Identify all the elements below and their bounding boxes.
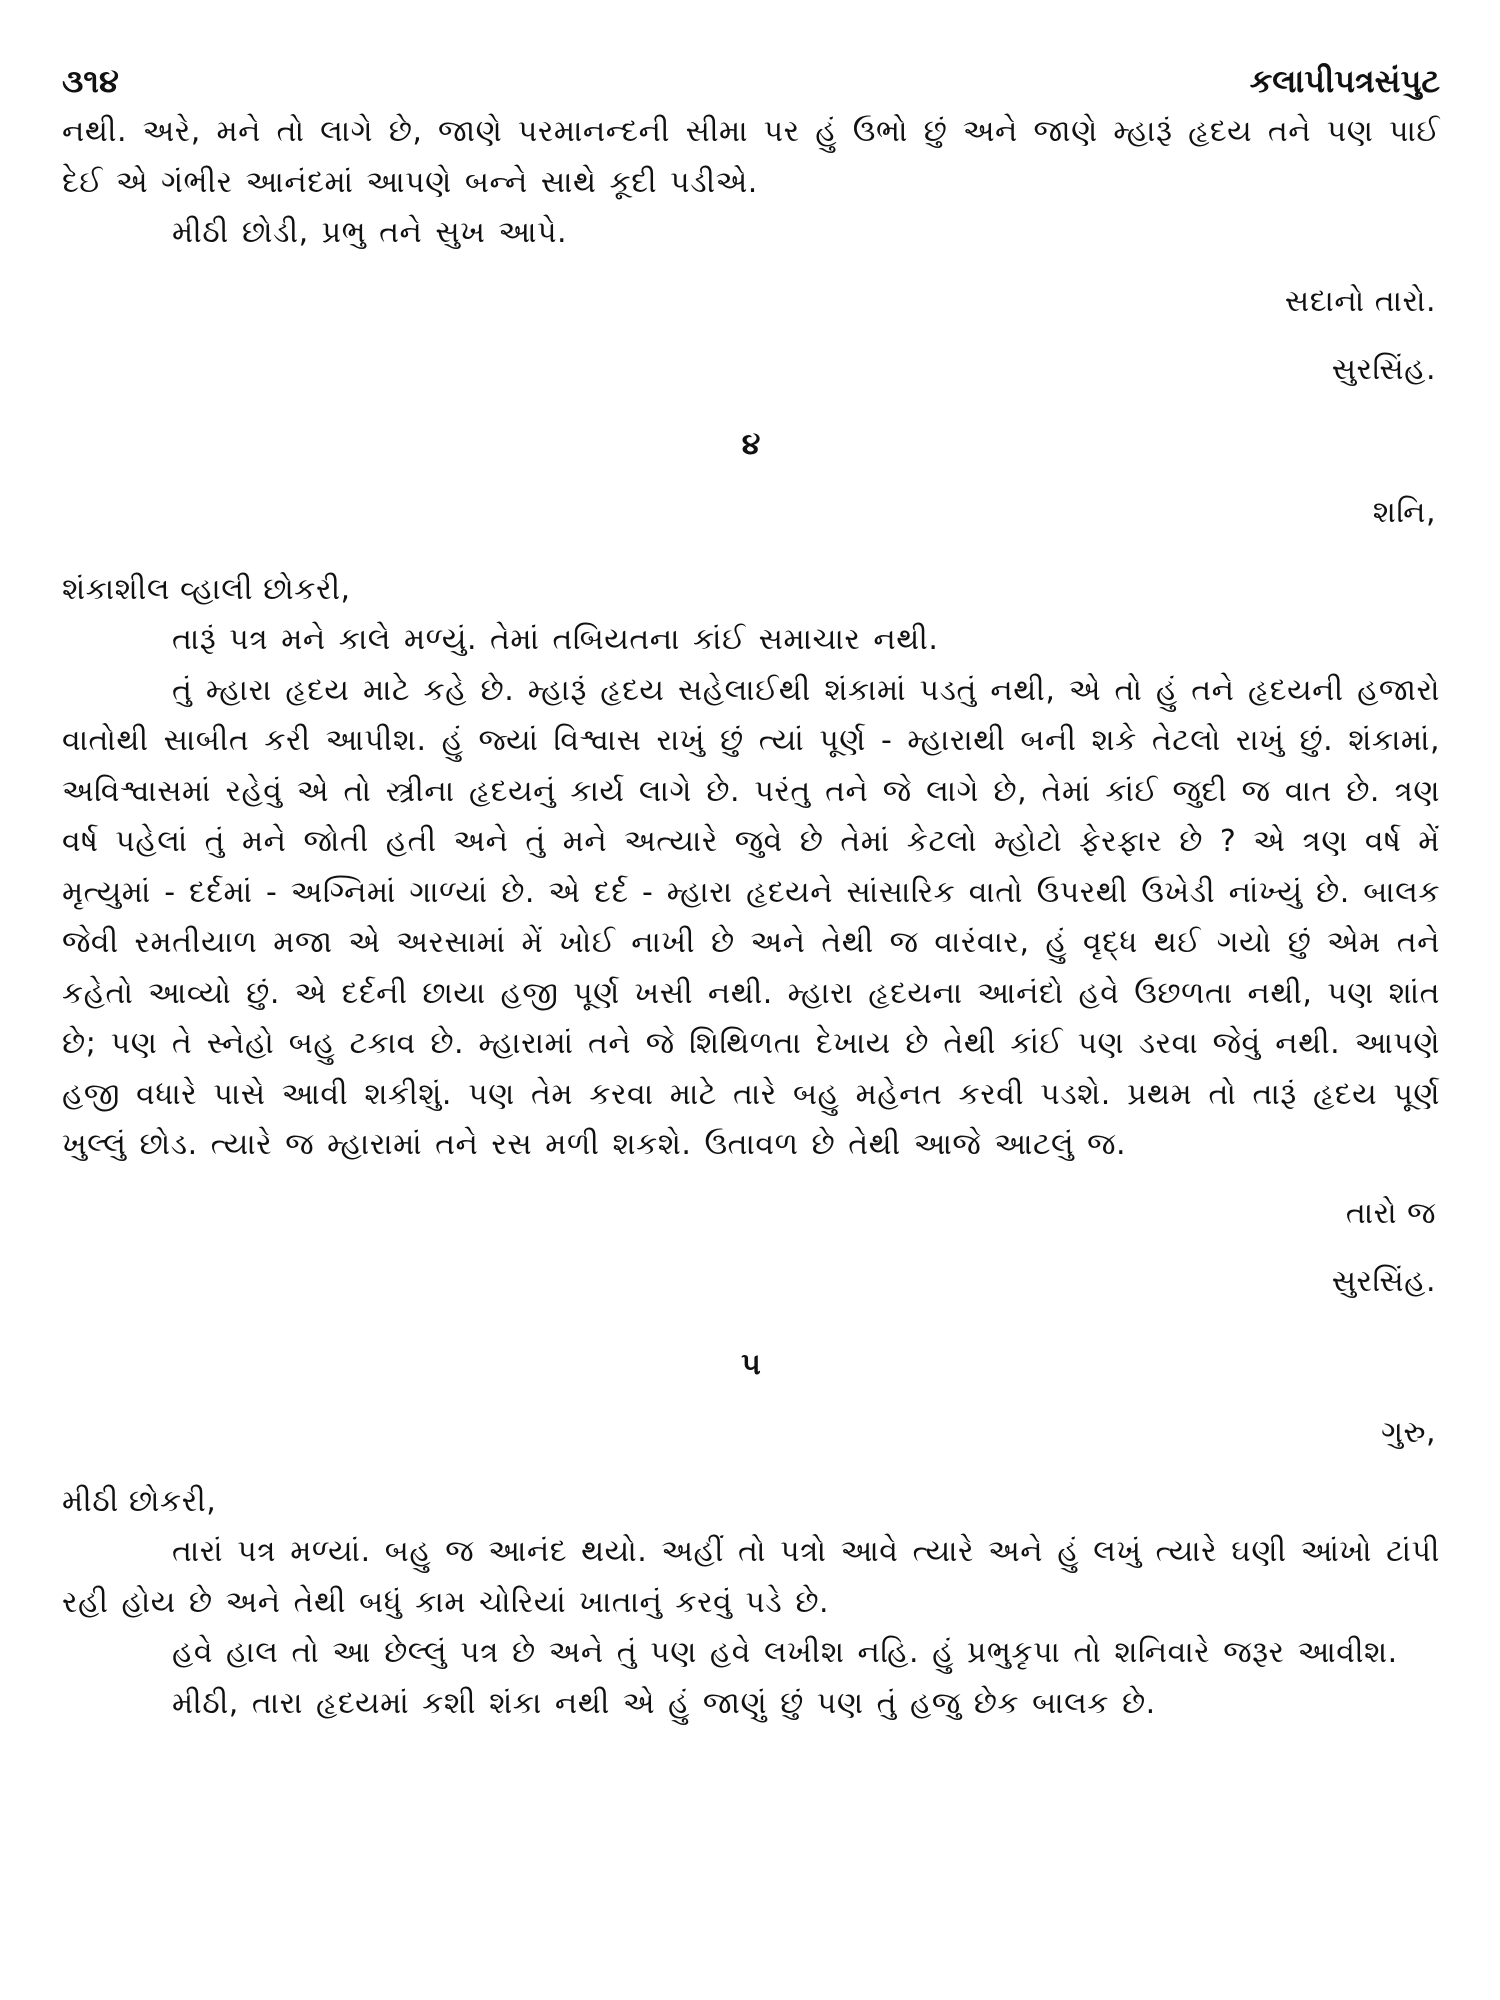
- letter4-number: ૪: [741, 426, 761, 462]
- letter5-paragraph-1: તારાં પત્ર મળ્યાં. બહુ જ આનંદ થયો. અહીં તો પત્રો આવે ત્યારે અને હું લખું ત્યારે ઘણી આંખો ટાંપી રહી હોય છે અને તેથી બધું કામ ચોરિયાં ખાતાનું કરવું પડે છે.: [62, 1534, 1440, 1620]
- letter4-paragraph-1: તારૂં પત્ર મને કાલે મળ્યું. તેમાં તબિયતના કાંઈ સમાચાર નથી.: [172, 622, 939, 657]
- letter5-day: ગુરુ,: [1381, 1415, 1436, 1450]
- letter5-paragraph-3: મીઠી, તારા હૃદયમાં કશી શંકા નથી એ હું જાણું છું પણ તું હજુ છેક બાલક છે.: [172, 1685, 1156, 1721]
- letter3-closing: સદાનો તારો.: [1284, 283, 1436, 319]
- running-header: [62, 55, 1440, 107]
- book-title: કલાપીપત્રસંપુટ: [1249, 62, 1440, 100]
- letter5-salutation: મીઠી છોકરી,: [62, 1483, 217, 1519]
- letter4-day: શનિ,: [1372, 495, 1436, 530]
- page-number: ૩૧૪: [62, 62, 119, 100]
- letter5-number: ૫: [741, 1346, 761, 1382]
- letter3-paragraph-2: મીઠી છોડી, પ્રભુ તને સુખ આપે.: [172, 215, 568, 250]
- letter4-salutation: શંકાશીલ વ્હાલી છોકરી,: [62, 571, 351, 607]
- letter3-paragraph-1: નથી. અરે, મને તો લાગે છે, જાણે પરમાનન્દની સીમા પર હું ઉભો છું અને જાણે મ્હારૂં હૃદય તને પણ પાઈ દેઈ એ ગંભીર આનંદમાં આપણે બન્ને સાથે કૂદી પડીએ.: [62, 114, 1440, 200]
- letter3-signature: સુરસિંહ.: [1331, 352, 1436, 387]
- letter4-closing: તારો જ: [1345, 1195, 1436, 1231]
- letter5-paragraph-2: હવે હાલ તો આ છેલ્લું પત્ર છે અને તું પણ હવે લખીશ નહિ. હું પ્રભુકૃપા તો શનિવારે જરૂર આવીશ.: [172, 1635, 1398, 1670]
- letter4-paragraph-2: તું મ્હારા હૃદય માટે કહે છે. મ્હારૂં હૃદય સહેલાઈથી શંકામાં પડતું નથી, એ તો હું તને હૃદયની હજારો વાતોથી સાબીત કરી આપીશ. હું જ્યાં વિશ્વાસ રાખું છું ત્યાં પૂર્ણ - મ્હારાથી બની શકે તેટલો રાખું છું. શંકામાં, અવિશ્વાસમાં રહેવું એ તો સ્ત્રીના હૃદયનું કાર્ય લાગે છે. પરંતુ તને જે લાગે છે, તેમાં કાંઈ જુદી જ વાત છે. ત્રણ વર્ષ પહેલાં તું મને જોતી હતી અને તું મને અત્યારે જુવે છે તેમાં કેટલો મ્હોટો ફેરફાર છે ? એ ત્રણ વર્ષ મેં મૃત્યુમાં - દર્દમાં - અગ્નિમાં ગાળ્યાં છે. એ દર્દ - મ્હારા હૃદયને સાંસારિક વાતો ઉપરથી ઉખેડી નાંખ્યું છે. બાલક જેવી રમતીયાળ મજા એ અરસામાં મેં ખોઈ નાખી છે અને તેથી જ વારંવાર, હું વૃદ્ધ થઈ ગયો છું એમ તને કહેતો આવ્યો છું. એ દર્દની છાયા હજી પૂર્ણ ખસી નથી. મ્હારા હૃદયના આનંદો હવે ઉછળતા નથી, પણ શાંત છે; પણ તે સ્નેહો બહુ ટકાવ છે. મ્હારામાં તને જે શિથિળતા દેખાય છે તેથી કાંઈ પણ ડરવા જેવું નથી. આપણે હજી વધારે પાસે આવી શકીશું. પણ તેમ કરવા માટે તારે બહુ મહેનત કરવી પડશે. પ્રથમ તો તારૂં હૃદય પૂર્ણ ખુલ્લું છોડ. ત્યારે જ મ્હારામાં તને રસ મળી શકશે. ઉતાવળ છે તેથી આજે આટલું જ.: [62, 672, 1440, 1162]
- letter4-signature: સુરસિંહ.: [1331, 1264, 1436, 1299]
